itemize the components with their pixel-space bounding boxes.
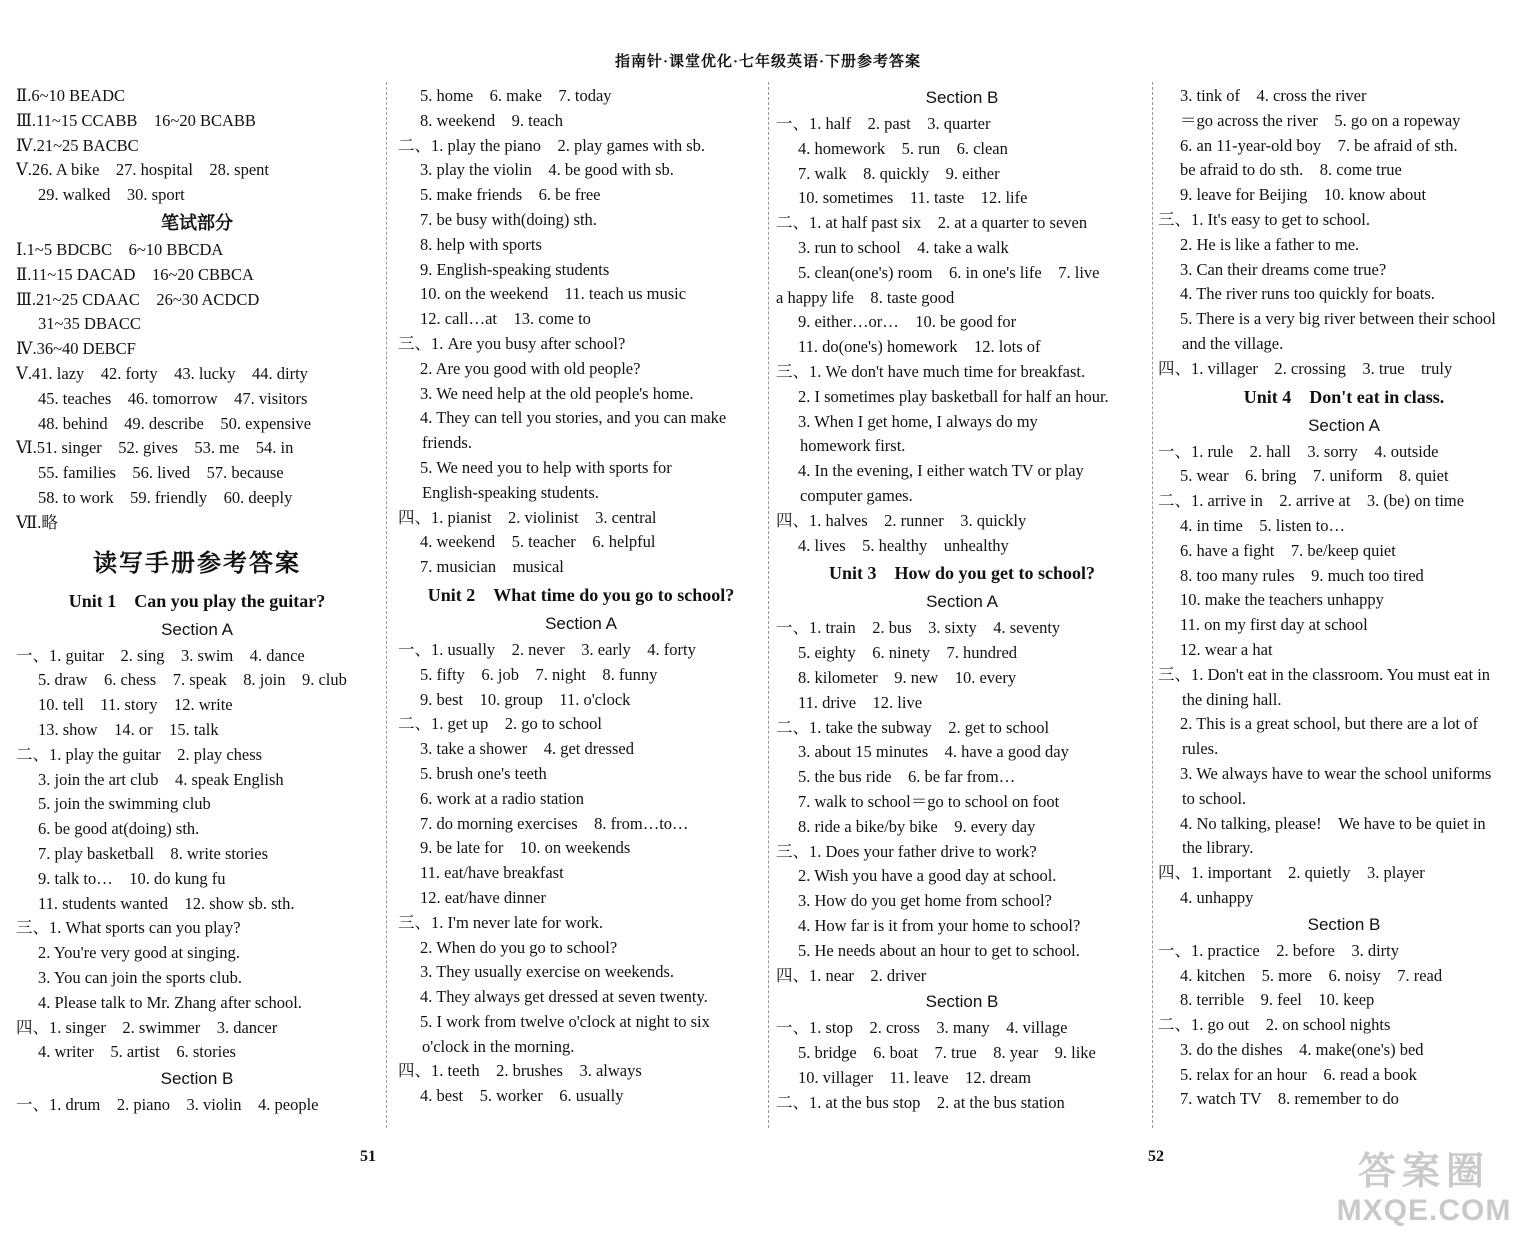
answer-line: 5. fifty 6. job 7. night 8. funny	[420, 664, 658, 684]
answer-line: 一、1. practice 2. before 3. dirty	[1158, 940, 1400, 960]
answer-line: 二、1. play the guitar 2. play chess	[16, 744, 263, 764]
answer-line: 8. ride a bike/by bike 9. every day	[798, 816, 1036, 836]
answer-line: 3. How do you get home from school?	[798, 891, 1052, 911]
answer-line: 5. We need you to help with sports for	[420, 457, 672, 477]
answer-line-continued: homework first.	[800, 436, 906, 456]
section-heading: Section B	[925, 992, 999, 1012]
answer-line: 10. make the teachers unhappy	[1180, 590, 1384, 610]
answer-line: 一、1. usually 2. never 3. early 4. forty	[398, 639, 696, 659]
answer-line: 4. in time 5. listen to…	[1180, 515, 1345, 535]
answer-line: 2. When do you go to school?	[420, 937, 618, 957]
answer-line: 5. relax for an hour 6. read a book	[1180, 1064, 1417, 1084]
answer-line: ＝go across the river 5. go on a ropeway	[1180, 110, 1461, 130]
answer-line: 9. leave for Beijing 10. know about	[1180, 185, 1427, 205]
answer-line: 7. watch TV 8. remember to do	[1180, 1089, 1399, 1109]
answer-line: Ⅶ.略	[16, 512, 58, 532]
answer-line: Ⅱ.11~15 DACAD 16~20 CBBCA	[16, 264, 254, 284]
answer-line: 3. Can their dreams come true?	[1180, 259, 1387, 279]
answer-line: Ⅲ.21~25 CDAAC 26~30 ACDCD	[16, 289, 260, 309]
manual-title: 读写手册参考答案	[93, 550, 301, 577]
answer-line: Ⅴ.41. lazy 42. forty 43. lucky 44. dirty	[16, 363, 308, 383]
answer-line: 2. You're very good at singing.	[38, 943, 240, 963]
answer-line: 三、1. Are you busy after school?	[398, 333, 626, 353]
answer-line-continued: friends.	[422, 433, 472, 453]
answer-line: 5. join the swimming club	[38, 794, 211, 814]
answer-line: 4. unhappy	[1180, 887, 1254, 907]
answer-line: 11. eat/have breakfast	[420, 863, 564, 883]
column-divider	[386, 82, 387, 1128]
answer-line: 二、1. at half past six 2. at a quarter to seven	[776, 213, 1088, 233]
answer-line: 3. We need help at the old people's home.	[420, 383, 694, 403]
answer-line: 8. terrible 9. feel 10. keep	[1180, 990, 1375, 1010]
section-heading: Section A	[161, 619, 233, 639]
watermark-text: 答案圈	[1357, 1151, 1490, 1193]
unit-title: 笔试部分	[161, 212, 233, 233]
answer-line: 一、1. train 2. bus 3. sixty 4. seventy	[776, 618, 1061, 638]
answer-line: 5. There is a very big river between their school	[1180, 309, 1496, 329]
answer-line: 11. on my first day at school	[1180, 615, 1368, 635]
answer-line: 3. tink of 4. cross the river	[1180, 86, 1367, 105]
answer-line: 11. students wanted 12. show sb. sth.	[38, 893, 295, 913]
page-number-right: 52	[1148, 1148, 1164, 1165]
answer-line: 三、1. It's easy to get to school.	[1158, 209, 1370, 229]
answer-line: 12. call…at 13. come to	[420, 309, 591, 329]
answer-column-2	[398, 84, 764, 1109]
unit-title: Unit 3 How do you get to school?	[828, 563, 1095, 584]
answer-line: a happy life 8. taste good	[776, 287, 955, 307]
answer-line: 3. take a shower 4. get dressed	[420, 739, 634, 759]
center-gutter	[768, 82, 769, 1128]
answer-line: Ⅳ.36~40 DEBCF	[16, 339, 136, 359]
answer-line: 四、1. important 2. quietly 3. player	[1158, 863, 1425, 883]
answer-line-continued: computer games.	[800, 485, 913, 505]
unit-title: Unit 1 Can you play the guitar?	[68, 590, 326, 611]
unit-title: Unit 2 What time do you go to school?	[427, 584, 735, 605]
watermark-logo	[1318, 1150, 1530, 1232]
answer-line: 7. walk 8. quickly 9. either	[798, 163, 1000, 183]
answer-line: 2. Wish you have a good day at school.	[798, 866, 1057, 886]
answer-line: 二、1. arrive in 2. arrive at 3. (be) on time	[1158, 491, 1465, 511]
answer-line: 3. You can join the sports club.	[38, 967, 242, 987]
answer-line: 3. join the art club 4. speak English	[38, 769, 284, 789]
answer-line: 二、1. take the subway 2. get to school	[776, 717, 1050, 737]
answer-line-continued: o'clock in the morning.	[422, 1036, 575, 1056]
section-heading: Section B	[1307, 914, 1381, 934]
answer-line: 5. eighty 6. ninety 7. hundred	[798, 643, 1018, 663]
answer-line: 58. to work 59. friendly 60. deeply	[38, 487, 293, 507]
answer-line: 4. The river runs too quickly for boats.	[1180, 284, 1435, 304]
answer-line: 四、1. pianist 2. violinist 3. central	[398, 507, 657, 527]
answer-line: 2. He is like a father to me.	[1180, 234, 1360, 254]
answer-line: 4. In the evening, I either watch TV or play	[798, 461, 1084, 481]
answer-line: 四、1. villager 2. crossing 3. true truly	[1158, 358, 1453, 378]
answer-line: 9. either…or… 10. be good for	[798, 312, 1017, 332]
answer-line: 10. on the weekend 11. teach us music	[420, 284, 687, 304]
answer-line: 5. I work from twelve o'clock at night to six	[420, 1011, 710, 1031]
answer-line: 5. home 6. make 7. today	[420, 86, 612, 105]
answer-column-4	[1158, 84, 1530, 1112]
answer-line: 二、1. get up 2. go to school	[398, 714, 602, 734]
answer-line: 10. sometimes 11. taste 12. life	[798, 188, 1028, 208]
answer-line: 一、1. drum 2. piano 3. violin 4. people	[16, 1095, 319, 1115]
answer-line: 四、1. singer 2. swimmer 3. dancer	[16, 1017, 278, 1037]
answer-line: 4. They always get dressed at seven twenty.	[420, 987, 708, 1007]
answer-line: 4. homework 5. run 6. clean	[798, 138, 1008, 158]
answer-line: 11. drive 12. live	[798, 692, 923, 712]
answer-line: 2. This is a great school, but there are a lot of	[1180, 714, 1478, 734]
answer-line: 6. have a fight 7. be/keep quiet	[1180, 540, 1396, 560]
answer-line: 2. I sometimes play basketball for half an hour.	[798, 386, 1109, 406]
answer-line: 7. do morning exercises 8. from…to…	[420, 813, 689, 833]
answer-line: Ⅵ.51. singer 52. gives 53. me 54. in	[16, 438, 294, 458]
answer-line: 9. English-speaking students	[420, 259, 610, 279]
answer-line-continued: and the village.	[1182, 333, 1284, 353]
answer-line: 二、1. play the piano 2. play games with sb.	[398, 135, 706, 155]
answer-line: 9. be late for 10. on weekends	[420, 838, 631, 858]
answer-line: 二、1. at the bus stop 2. at the bus station	[776, 1092, 1065, 1112]
answer-line: 8. help with sports	[420, 234, 542, 254]
answer-line: 7. be busy with(doing) sth.	[420, 209, 597, 229]
answer-line: 8. too many rules 9. much too tired	[1180, 565, 1424, 585]
answer-line: 二、1. go out 2. on school nights	[1158, 1015, 1391, 1035]
answer-line: 7. play basketball 8. write stories	[38, 843, 269, 863]
answer-line-continued: the library.	[1182, 838, 1254, 858]
answer-line: 10. tell 11. story 12. write	[38, 695, 233, 715]
answer-line: 8. kilometer 9. new 10. every	[798, 667, 1017, 687]
answer-line: 12. wear a hat	[1180, 639, 1273, 659]
section-heading: Section A	[545, 613, 617, 633]
answer-line: 一、1. rule 2. hall 3. sorry 4. outside	[1158, 441, 1439, 461]
answer-line: 三、1. What sports can you play?	[16, 918, 241, 938]
answer-line: 10. villager 11. leave 12. dream	[798, 1067, 1032, 1087]
section-heading: Section A	[926, 592, 998, 612]
answer-line: be afraid to do sth. 8. come true	[1180, 160, 1402, 180]
answer-line: 三、1. I'm never late for work.	[398, 912, 604, 932]
answer-line: 9. talk to… 10. do kung fu	[38, 868, 226, 888]
answer-line: 5. bridge 6. boat 7. true 8. year 9. like	[798, 1043, 1096, 1063]
answer-line: 4. How far is it from your home to school?	[798, 915, 1081, 935]
answer-line: 5. clean(one's) room 6. in one's life 7. live	[798, 262, 1100, 282]
answer-line: 一、1. guitar 2. sing 3. swim 4. dance	[16, 645, 305, 665]
answer-line: 11. do(one's) homework 12. lots of	[798, 337, 1041, 357]
answer-line: 5. draw 6. chess 7. speak 8. join 9. club	[38, 670, 347, 690]
answer-column-1	[16, 84, 378, 1118]
answer-line: Ⅳ.21~25 BACBC	[16, 135, 139, 155]
answer-line: 3. When I get home, I always do my	[798, 411, 1038, 431]
answer-line: 四、1. teeth 2. brushes 3. always	[398, 1061, 642, 1081]
answer-line: 5. He needs about an hour to get to school.	[798, 940, 1080, 960]
answer-line: 31~35 DBACC	[38, 314, 141, 334]
answer-line: 3. do the dishes 4. make(one's) bed	[1180, 1039, 1424, 1059]
answer-line: 四、1. near 2. driver	[776, 965, 927, 985]
answer-line: 6. an 11-year-old boy 7. be afraid of sth.	[1180, 135, 1458, 155]
answer-line: Ⅴ.26. A bike 27. hospital 28. spent	[16, 160, 269, 180]
answer-line-continued: rules.	[1182, 739, 1219, 759]
answer-line-continued: the dining hall.	[1182, 689, 1282, 709]
answer-line: 7. musician musical	[420, 557, 564, 577]
answer-line: 7. walk to school＝go to school on foot	[798, 791, 1060, 811]
answer-line: 45. teaches 46. tomorrow 47. visitors	[38, 388, 308, 408]
answer-line: 3. about 15 minutes 4. have a good day	[798, 742, 1069, 762]
answer-line: 4. best 5. worker 6. usually	[420, 1086, 624, 1106]
answer-line: 4. They can tell you stories, and you can make	[420, 408, 727, 428]
answer-line: 29. walked 30. sport	[38, 185, 185, 205]
answer-line: 2. Are you good with old people?	[420, 358, 641, 378]
answer-line: Ⅱ.6~10 BEADC	[16, 86, 126, 105]
page-header: 指南针·课堂优化·七年级英语·下册参考答案	[614, 54, 921, 70]
answer-line: 5. make friends 6. be free	[420, 185, 601, 205]
answer-line: 4. lives 5. healthy unhealthy	[798, 535, 1009, 555]
answer-line: 3. play the violin 4. be good with sb.	[420, 160, 674, 180]
answer-line: 四、1. halves 2. runner 3. quickly	[776, 510, 1027, 530]
answer-line: 8. weekend 9. teach	[420, 110, 563, 130]
answer-column-3	[776, 84, 1148, 1115]
answer-line: 三、1. Does your father drive to work?	[776, 841, 1037, 861]
answer-line: 55. families 56. lived 57. because	[38, 463, 284, 483]
answer-line: 6. work at a radio station	[420, 788, 585, 808]
column-divider	[1152, 82, 1153, 1128]
answer-line: 4. weekend 5. teacher 6. helpful	[420, 532, 656, 552]
section-heading: Section B	[160, 1069, 234, 1089]
answer-line: Ⅲ.11~15 CCABB 16~20 BCABB	[16, 110, 256, 130]
answer-line: 三、1. Don't eat in the classroom. You must eat in	[1158, 664, 1491, 684]
section-heading: Section A	[1308, 415, 1380, 435]
answer-line: 一、1. half 2. past 3. quarter	[776, 114, 991, 133]
answer-line: 5. brush one's teeth	[420, 763, 547, 783]
answer-line: 4. writer 5. artist 6. stories	[38, 1042, 236, 1062]
answer-line: 4. Please talk to Mr. Zhang after school.	[38, 992, 302, 1012]
answer-line-continued: to school.	[1182, 788, 1247, 808]
page-number-left: 51	[360, 1148, 376, 1165]
answer-line: 9. best 10. group 11. o'clock	[420, 689, 631, 709]
answer-line: 5. the bus ride 6. be far from…	[798, 767, 1016, 787]
watermark-url: MXQE.COM	[1336, 1194, 1512, 1227]
answer-line-continued: English-speaking students.	[422, 482, 599, 502]
answer-line: 3. We always have to wear the school uniforms	[1180, 763, 1492, 783]
answer-line: 3. run to school 4. take a walk	[798, 237, 1009, 257]
unit-title: Unit 4 Don't eat in class.	[1243, 386, 1445, 407]
answer-line: 3. They usually exercise on weekends.	[420, 962, 674, 982]
answer-line: 一、1. stop 2. cross 3. many 4. village	[776, 1018, 1068, 1038]
answer-line: 12. eat/have dinner	[420, 887, 546, 907]
answer-line: 48. behind 49. describe 50. expensive	[38, 413, 312, 433]
answer-line: 三、1. We don't have much time for breakfast.	[776, 361, 1086, 381]
answer-line: 6. be good at(doing) sth.	[38, 819, 200, 839]
answer-line: 5. wear 6. bring 7. uniform 8. quiet	[1180, 466, 1449, 486]
section-heading: Section B	[925, 88, 999, 107]
answer-line: 4. kitchen 5. more 6. noisy 7. read	[1180, 965, 1443, 985]
answer-line: 13. show 14. or 15. talk	[38, 719, 219, 739]
answer-line: 4. No talking, please! We have to be quiet in	[1180, 813, 1486, 833]
answer-line: Ⅰ.1~5 BDCBC 6~10 BBCDA	[16, 239, 224, 259]
